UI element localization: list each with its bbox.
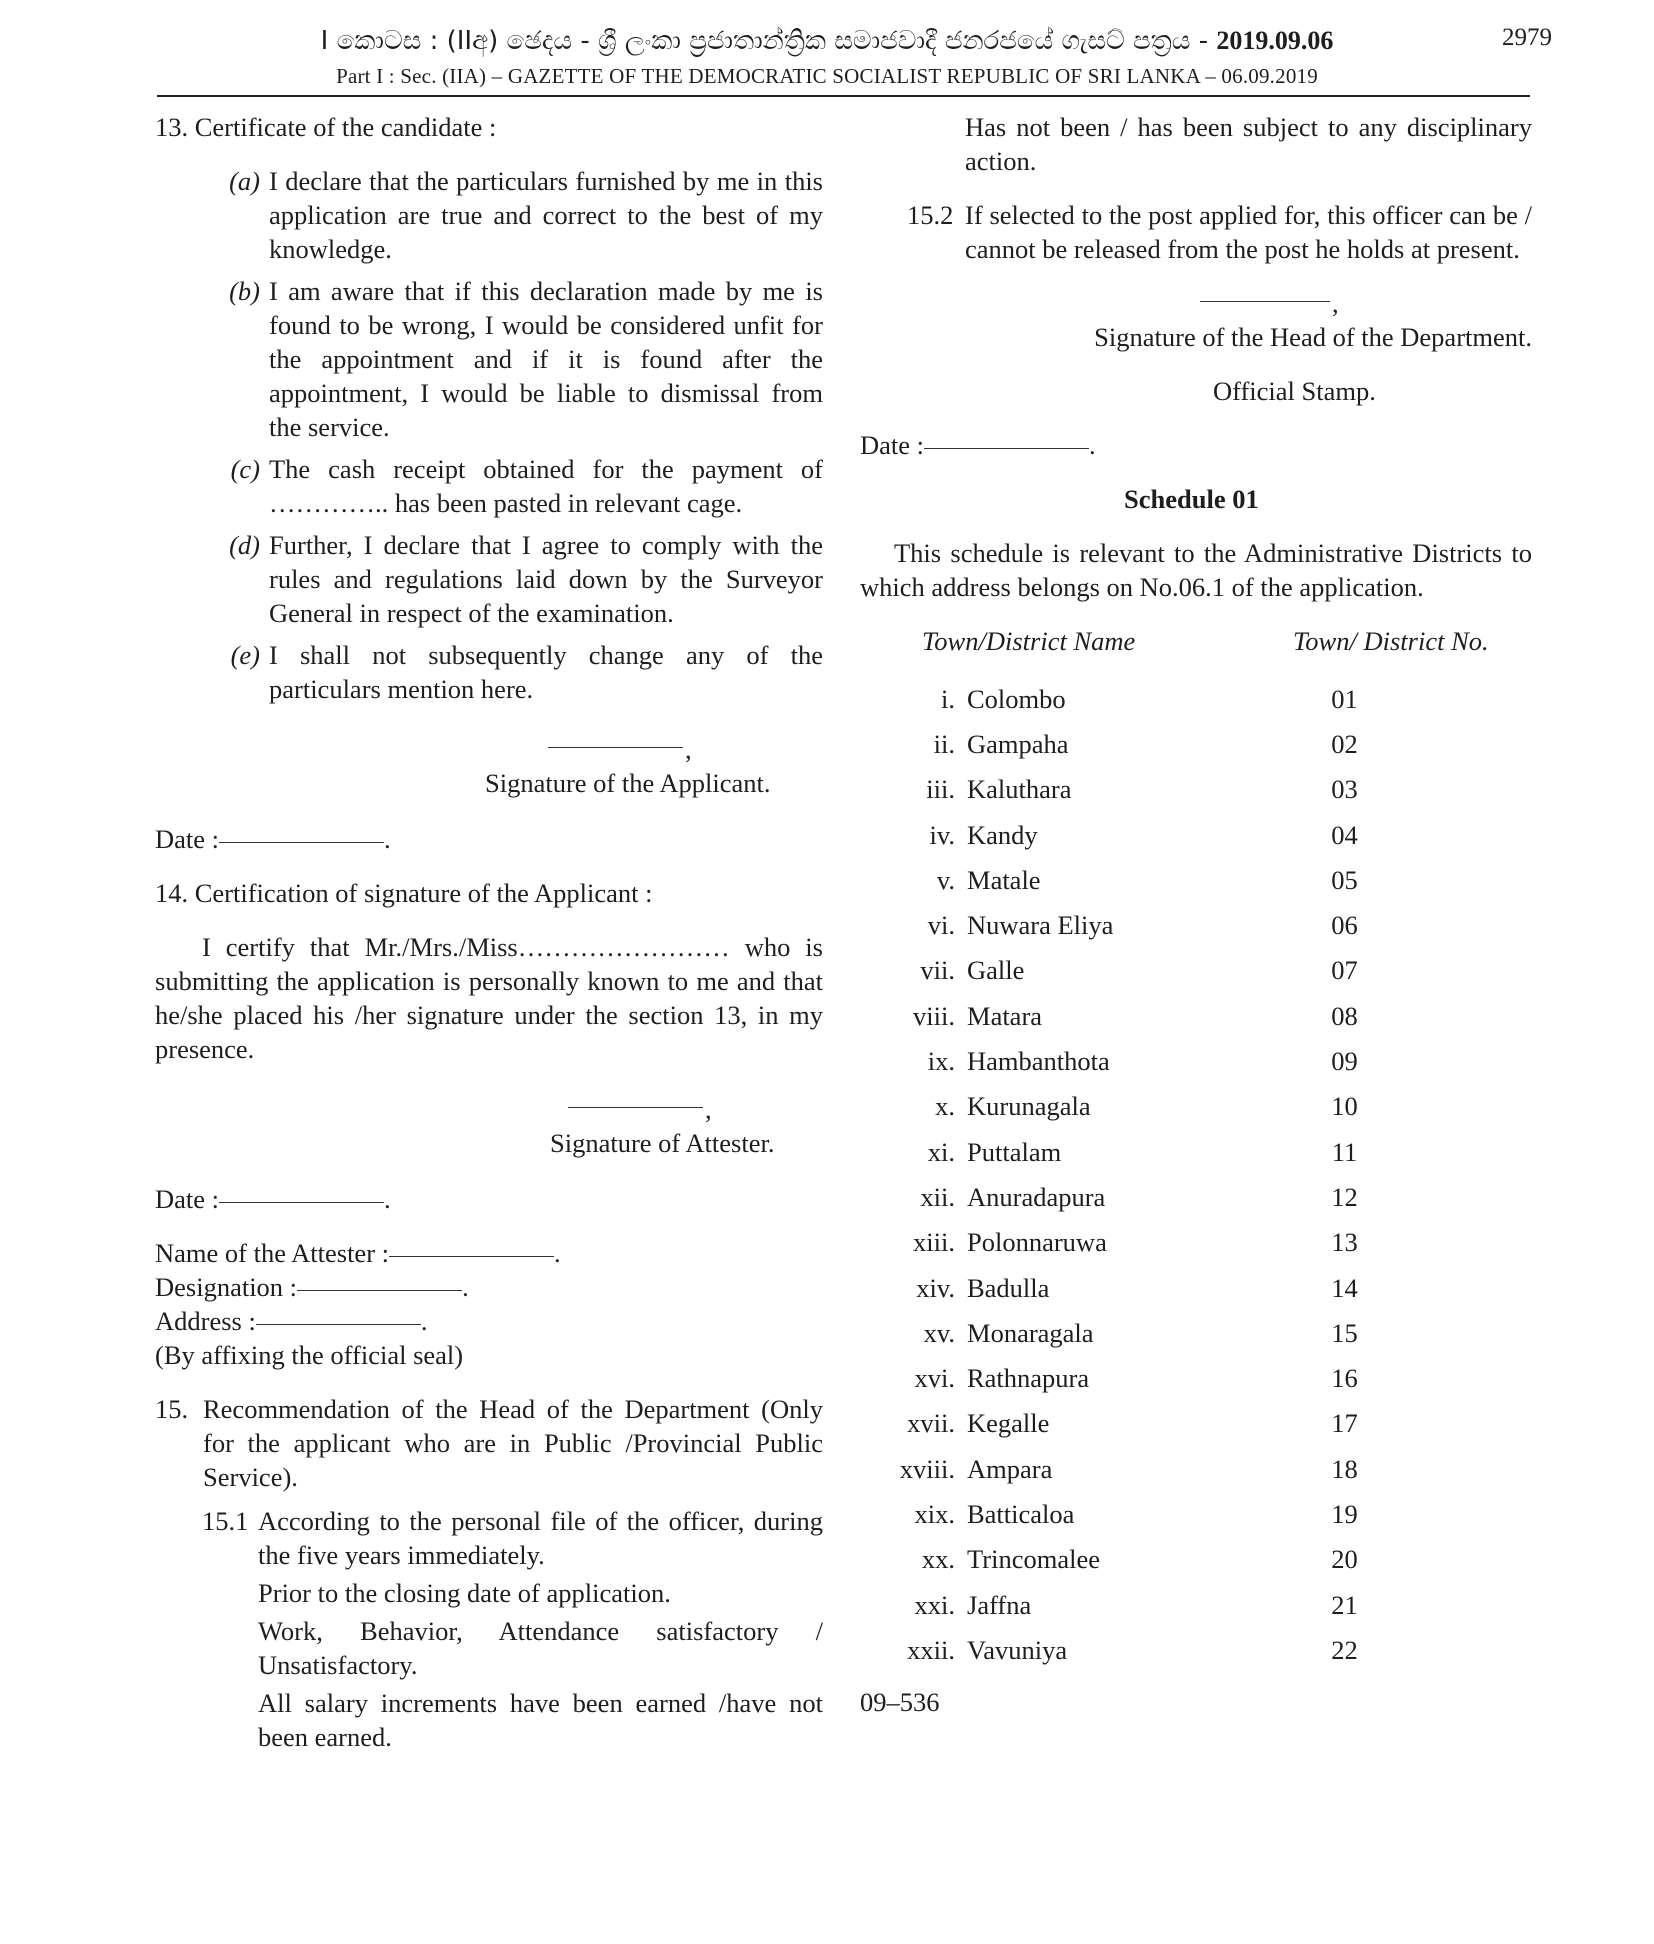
- table-row: [860, 948, 1412, 993]
- footer-code: 09–536: [860, 1686, 940, 1717]
- row-district-name: Trincomalee: [967, 1544, 1100, 1575]
- row-district-number: 07: [1331, 955, 1358, 986]
- row-district-number: 12: [1331, 1181, 1358, 1212]
- gazette-header-english: Part I : Sec. (IIA) – GAZETTE OF THE DEMOCRATIC SOCIALIST REPUBLIC OF SRI LANKA – 06.09.2019: [336, 64, 1318, 88]
- applicant-signature-line: [548, 746, 683, 748]
- row-district-name: Nuwara Eliya: [967, 910, 1114, 941]
- applicant-signature-block: , Signature of the Applicant.: [485, 734, 771, 798]
- row-district-number: 10: [1331, 1091, 1358, 1122]
- schedule-title: Schedule 01: [1124, 484, 1259, 514]
- item-text: I shall not subsequently change any of the particulars mention here.: [269, 640, 823, 704]
- head-signature-block: , Signature of the Head of the Department.: [1094, 288, 1532, 352]
- section-14-body-text: I certify that Mr./Mrs./Miss…………………… who is submitting the application is personally known to me and that he/she placed his /her signature under the section 13, in my presence.: [155, 932, 823, 1064]
- row-roman-numeral: xii.: [920, 1181, 955, 1212]
- date-blank[interactable]: [219, 1201, 384, 1203]
- list-item: [212, 274, 823, 444]
- table-row: [860, 1491, 1412, 1536]
- table-row: [860, 1401, 1412, 1446]
- disciplinary-text: Has not been / has been subject to any disciplinary action.: [965, 112, 1532, 176]
- list-item: [212, 638, 823, 706]
- section-15-heading-text: Recommendation of the Head of the Department (Only for the applicant who are in Public /Provincial Public Service).: [203, 1394, 823, 1492]
- designation-label: Designation :: [155, 1272, 298, 1302]
- table-row: [860, 1310, 1412, 1355]
- section-14-body: [155, 930, 823, 1066]
- row-roman-numeral: xix.: [914, 1498, 955, 1529]
- date-label: Date :: [155, 1184, 220, 1214]
- table-row: [860, 767, 1412, 812]
- section-15-2-text: If selected to the post applied for, this officer can be / cannot be released from the post he holds at present.: [965, 200, 1532, 264]
- attester-signature-block: , Signature of Attester.: [550, 1094, 775, 1158]
- prior-text: Prior to the closing date of application.: [258, 1578, 671, 1608]
- row-district-number: 09: [1331, 1046, 1358, 1077]
- row-district-name: Polonnaruwa: [967, 1227, 1107, 1258]
- attester-name-blank[interactable]: [389, 1255, 554, 1257]
- section-14-heading: 14. Certification of signature of the Applicant :: [155, 878, 653, 908]
- row-district-name: Gampaha: [967, 728, 1069, 759]
- table-row: [860, 1627, 1412, 1672]
- table-row: [860, 1355, 1412, 1400]
- date-blank[interactable]: [219, 841, 384, 843]
- row-district-name: Colombo: [967, 683, 1066, 714]
- row-roman-numeral: iv.: [929, 819, 955, 850]
- row-roman-numeral: xiv.: [916, 1272, 955, 1303]
- row-roman-numeral: viii.: [913, 1000, 955, 1031]
- section-15-number: 15.: [155, 1394, 189, 1424]
- row-roman-numeral: vii.: [920, 955, 955, 986]
- table-row: [860, 1038, 1412, 1083]
- attester-date-line: Date : .: [155, 1184, 391, 1214]
- item-text: The cash receipt obtained for the payment of ………….. has been pasted in relevant cage.: [269, 454, 823, 518]
- row-roman-numeral: xxi.: [914, 1589, 955, 1620]
- row-district-number: 20: [1331, 1544, 1358, 1575]
- list-item: [212, 164, 823, 266]
- header-sinhala-text: I කොටස : (IIඅ) ඡෙදය - ශ්‍රී ලංකා ප්‍රජාතාන්ත්‍රික සමාජවාදී ජනරජයේ ගැසට් පත්‍රය -: [320, 26, 1209, 56]
- row-roman-numeral: xxii.: [907, 1634, 955, 1665]
- row-district-name: Badulla: [967, 1272, 1050, 1303]
- item-text: I am aware that if this declaration made by me is found to be wrong, I would be considered unfit for the appointment and if it is found after the appointment, I would be liable to dismissal from the service.: [269, 276, 823, 442]
- row-district-number: 04: [1331, 819, 1358, 850]
- page-number: 2979: [1502, 24, 1552, 51]
- attester-signature-line: [568, 1106, 703, 1108]
- row-district-name: Ampara: [967, 1453, 1053, 1484]
- row-roman-numeral: ix.: [927, 1046, 955, 1077]
- applicant-date-line: Date : .: [155, 824, 391, 854]
- row-roman-numeral: xvii.: [907, 1408, 955, 1439]
- right-column: [860, 110, 1532, 1719]
- table-row: [860, 857, 1412, 902]
- row-district-name: Matale: [967, 864, 1041, 895]
- column-header-name: Town/District Name: [922, 626, 1136, 656]
- table-row: [860, 1265, 1412, 1310]
- row-roman-numeral: iii.: [926, 774, 955, 805]
- head-signature-label: Signature of the Head of the Department.: [1094, 322, 1532, 352]
- work-text: Work, Behavior, Attendance satisfactory / Unsatisfactory.: [258, 1616, 823, 1680]
- header-divider: [157, 95, 1530, 97]
- row-district-number: 22: [1331, 1634, 1358, 1665]
- head-signature-line: [1200, 300, 1330, 302]
- row-roman-numeral: xv.: [923, 1317, 955, 1348]
- section-13-heading: 13. Certificate of the candidate :: [155, 112, 497, 142]
- seal-note: (By affixing the official seal): [155, 1340, 464, 1370]
- table-row: [860, 812, 1412, 857]
- item-key: (b): [229, 276, 260, 306]
- row-district-name: Kaluthara: [967, 774, 1072, 805]
- row-district-name: Vavuniya: [967, 1634, 1068, 1665]
- date-blank[interactable]: [924, 447, 1089, 449]
- table-row: [860, 1220, 1412, 1265]
- list-item: [212, 528, 823, 630]
- row-district-name: Batticaloa: [967, 1498, 1075, 1529]
- row-district-name: Jaffna: [967, 1589, 1032, 1620]
- date-label: Date :: [155, 824, 220, 854]
- section-15-heading: [155, 1392, 823, 1494]
- schedule-table-body: [860, 676, 1412, 1673]
- item-key: (c): [230, 454, 260, 484]
- row-district-name: Monaragala: [967, 1317, 1094, 1348]
- table-row: [860, 993, 1412, 1038]
- item-text: Further, I declare that I agree to comply with the rules and regulations laid down by the Surveyor General in respect of the examination.: [269, 530, 823, 628]
- row-roman-numeral: xx.: [921, 1544, 955, 1575]
- head-date-line: Date : .: [860, 430, 1096, 460]
- item-text: I declare that the particulars furnished by me in this application are true and correct to the best of my knowledge.: [269, 166, 823, 264]
- row-district-number: 03: [1331, 774, 1358, 805]
- table-row: [860, 1084, 1412, 1129]
- address-blank[interactable]: [256, 1323, 421, 1325]
- attester-signature-label: Signature of Attester.: [550, 1128, 775, 1158]
- address-line: Address : .: [155, 1306, 428, 1336]
- row-district-number: 01: [1331, 683, 1358, 714]
- row-district-number: 08: [1331, 1000, 1358, 1031]
- section-15-2: [860, 198, 1532, 266]
- applicant-signature-label: Signature of the Applicant.: [485, 768, 771, 798]
- row-district-number: 11: [1331, 1136, 1358, 1167]
- table-row: [860, 1174, 1412, 1219]
- item-key: (a): [229, 166, 260, 196]
- table-row: [860, 676, 1412, 721]
- attester-name-label: Name of the Attester :: [155, 1238, 390, 1268]
- date-label: Date :: [860, 430, 925, 460]
- section-15-1: [155, 1504, 823, 1572]
- table-row: [860, 1582, 1412, 1627]
- row-district-number: 14: [1331, 1272, 1358, 1303]
- section-15-1-number: 15.1: [202, 1506, 249, 1536]
- row-roman-numeral: xviii.: [899, 1453, 955, 1484]
- row-roman-numeral: i.: [941, 683, 955, 714]
- row-district-number: 19: [1331, 1498, 1358, 1529]
- row-district-number: 16: [1331, 1363, 1358, 1394]
- item-key: (d): [229, 530, 260, 560]
- row-roman-numeral: xi.: [927, 1136, 955, 1167]
- row-district-name: Puttalam: [967, 1136, 1062, 1167]
- schedule-table: [860, 676, 1412, 1673]
- row-district-name: Matara: [967, 1000, 1043, 1031]
- item-key: (e): [230, 640, 260, 670]
- table-row: [860, 1537, 1412, 1582]
- gazette-header-sinhala: [0, 24, 1654, 58]
- address-label: Address :: [155, 1306, 256, 1336]
- schedule-intro: This schedule is relevant to the Administrative Districts to which address belongs on No.06.1 of the application.: [860, 538, 1532, 602]
- row-district-name: Rathnapura: [967, 1363, 1090, 1394]
- row-district-number: 18: [1331, 1453, 1358, 1484]
- row-roman-numeral: vi.: [927, 910, 955, 941]
- schedule-column-headers: [860, 624, 1532, 658]
- row-district-number: 13: [1331, 1227, 1358, 1258]
- section-15-2-number: 15.2: [907, 200, 954, 230]
- row-district-name: Galle: [967, 955, 1025, 986]
- row-district-name: Kandy: [967, 819, 1038, 850]
- row-roman-numeral: v.: [936, 864, 955, 895]
- attester-name-line: Name of the Attester : .: [155, 1238, 561, 1268]
- designation-blank[interactable]: [297, 1289, 462, 1291]
- designation-line: Designation : .: [155, 1272, 469, 1302]
- table-row: [860, 1446, 1412, 1491]
- section-13-items: [155, 164, 823, 706]
- official-stamp-label: Official Stamp.: [1213, 376, 1376, 406]
- row-district-number: 06: [1331, 910, 1358, 941]
- salary-text: All salary increments have been earned /have not been earned.: [258, 1688, 823, 1752]
- row-roman-numeral: ii.: [933, 728, 955, 759]
- row-district-name: Hambanthota: [967, 1046, 1110, 1077]
- row-district-name: Kegalle: [967, 1408, 1050, 1439]
- table-row: [860, 1129, 1412, 1174]
- row-roman-numeral: x.: [935, 1091, 955, 1122]
- row-roman-numeral: xiii.: [913, 1227, 955, 1258]
- row-roman-numeral: xvi.: [914, 1363, 955, 1394]
- list-item: [212, 452, 823, 520]
- table-row: [860, 902, 1412, 947]
- header-date: 2019.09.06: [1216, 26, 1334, 55]
- column-header-number: Town/ District No.: [1293, 626, 1489, 656]
- row-district-number: 05: [1331, 864, 1358, 895]
- row-district-number: 21: [1331, 1589, 1358, 1620]
- row-district-name: Kurunagala: [967, 1091, 1091, 1122]
- table-row: [860, 721, 1412, 766]
- row-district-name: Anuradapura: [967, 1181, 1106, 1212]
- row-district-number: 17: [1331, 1408, 1358, 1439]
- left-column: [155, 110, 823, 1754]
- row-district-number: 15: [1331, 1317, 1358, 1348]
- row-district-number: 02: [1331, 728, 1358, 759]
- section-15-1-text: According to the personal file of the officer, during the five years immediately.: [258, 1506, 823, 1570]
